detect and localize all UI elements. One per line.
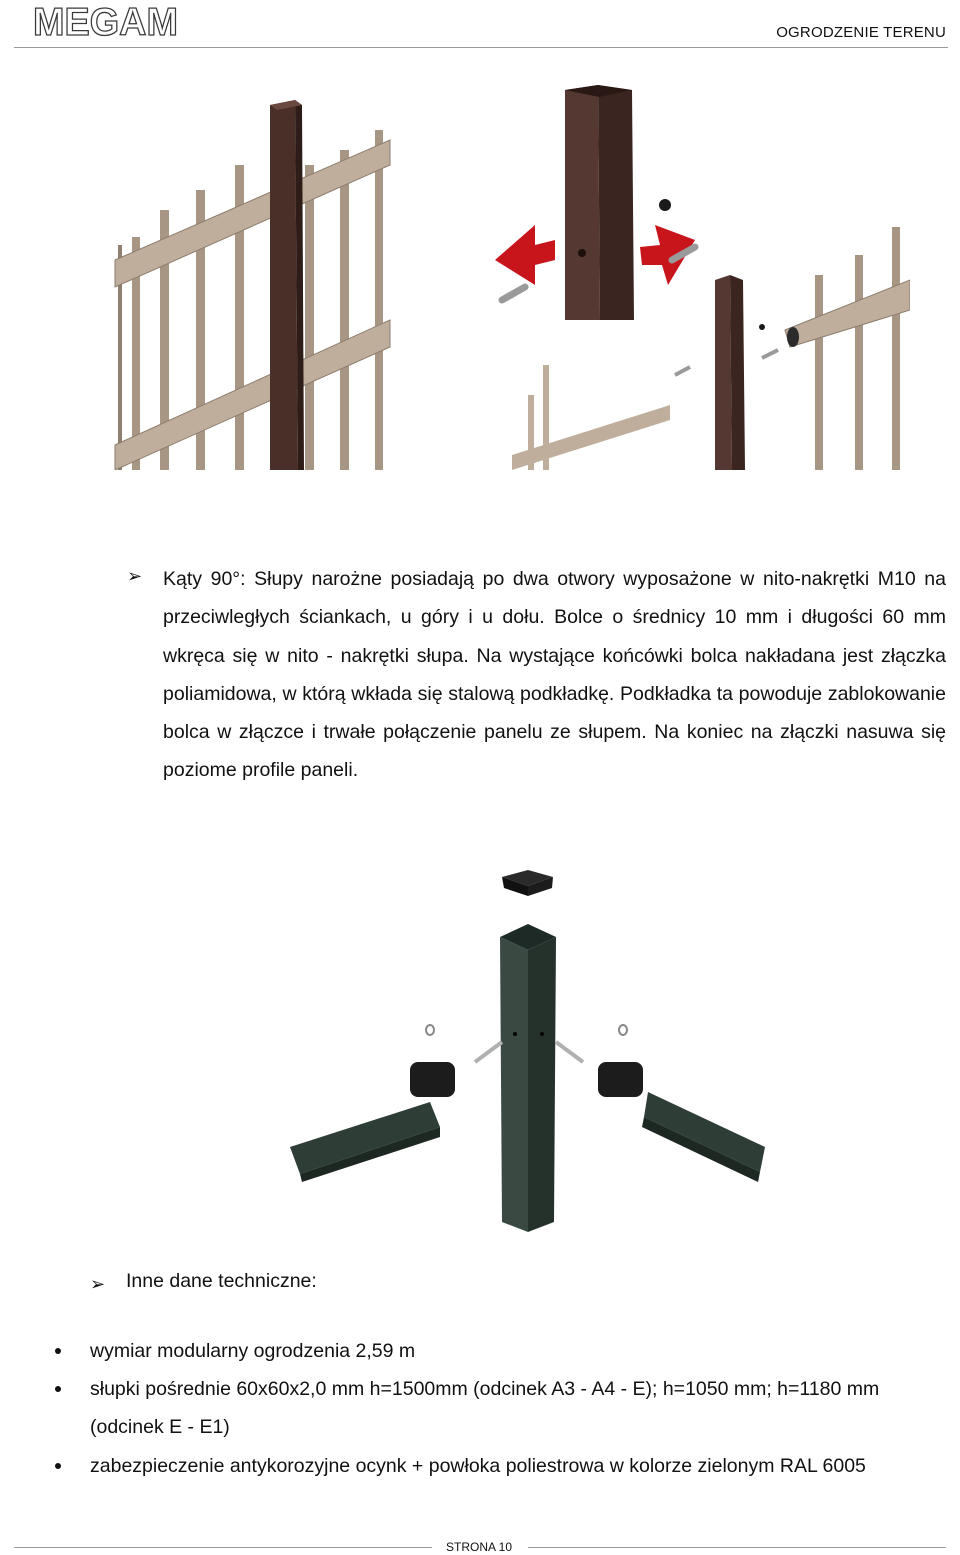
list-item: słupki pośrednie 60x60x2,0 mm h=1500mm (odcinek A3 - A4 - E); h=1050 mm; h=1180 mm (odcinek E - E1) (90, 1378, 880, 1439)
technical-data-heading: Inne dane techniczne: (126, 1270, 317, 1292)
green-post (500, 924, 556, 1232)
bullet-dot-icon (55, 1386, 61, 1392)
fence-assembly-figure (110, 75, 910, 470)
megam-logo (31, 1, 181, 41)
corner-post-description: Kąty 90°: Słupy narożne posiadają po dwa otwory wyposażone w nito-nakrętki M10 na przeciwległych ściankach, u góry i u dołu. Bolce o średnicy 10 mm i długości 60 mm wkręca się w nito - nakrętki słupa. Na wystające końcówki bolca nakładana jest złączka poliamidowa, w którą wkłada się stalową podkładkę. Podkładka ta powoduje zablokowanie bolca w złączce i trwałe połączenie panelu ze słupem. Na koniec na złączki nasuwa się poziome profile paneli. (163, 568, 946, 782)
bullet-dot-icon (55, 1463, 61, 1469)
fence-panel-left (115, 100, 390, 470)
post-detail-top (495, 85, 695, 320)
footer-divider-left (14, 1547, 432, 1548)
footer-divider-right (528, 1547, 946, 1548)
post-cap (502, 870, 553, 896)
bullet-dot-icon (55, 1348, 61, 1354)
logo-text: MEGAM (33, 1, 178, 41)
arrow-bullet-icon: ➢ (90, 1274, 106, 1294)
connector-right (556, 1025, 765, 1182)
header-divider (14, 47, 948, 48)
corner-post-figure (280, 862, 770, 1232)
connector-left (290, 1025, 502, 1182)
list-item: zabezpieczenie antykorozyjne ocynk + powłoka poliestrowa w kolorze zielonym RAL 6005 (90, 1455, 866, 1477)
list-item: wymiar modularny ogrodzenia 2,59 m (90, 1340, 416, 1362)
arrow-bullet-icon: ➢ (127, 566, 143, 586)
page-number: STRONA 10 (446, 1540, 513, 1554)
header-title: OGRODZENIE TERENU (776, 24, 946, 41)
